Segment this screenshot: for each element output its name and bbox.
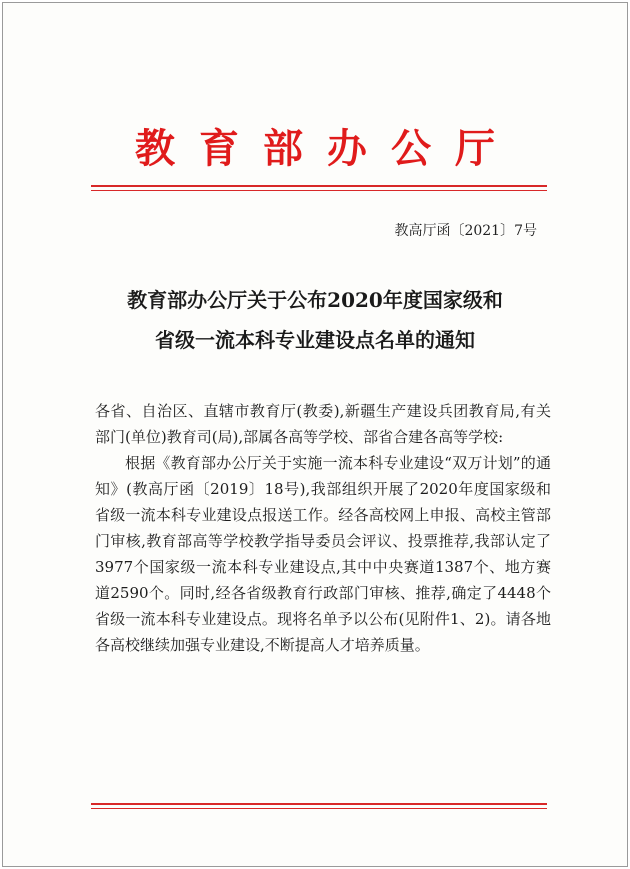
main-paragraph: 根据《教育部办公厅关于实施一流本科专业建设“双万计划”的通知》(教高厅函〔2019〕18号),我部组织开展了2020年度国家级和省级一流本科专业建设点报送工作。经各高校网上申报、高校主管部门审核,教育部高等学校教学指导委员会评议、投票推荐,我部认定了3977个国家级一流本科专业建设点,其中中央赛道1387个、地方赛道2590个。同时,经各省级教育行政部门审核、推荐,确定了4448个省级一流本科专业建设点。现将名单予以公布(见附件1、2)。请各地各高校继续加强专业建设,不断提高人才培养质量。 <box>95 454 551 654</box>
red-divider-bottom-thin <box>91 808 547 809</box>
issuer-masthead: 教育部办公厅 <box>135 125 519 172</box>
addressee-paragraph: 各省、自治区、直辖市教育厅(教委),新疆生产建设兵团教育局,有关部门(单位)教育司(局),部属各高等学校、部省合建各高等学校: <box>95 402 551 446</box>
document-page <box>2 2 628 867</box>
document-title-line-2: 省级一流本科专业建设点名单的通知 <box>155 328 475 352</box>
red-divider-bottom-thick <box>91 803 547 805</box>
red-divider-top-thin <box>91 190 547 191</box>
document-number: 教高厅函〔2021〕7号 <box>394 223 537 239</box>
document-title-line-1: 教育部办公厅关于公布2020年度国家级和 <box>127 288 503 312</box>
document-body <box>95 398 551 658</box>
red-divider-top-thick <box>91 185 547 187</box>
